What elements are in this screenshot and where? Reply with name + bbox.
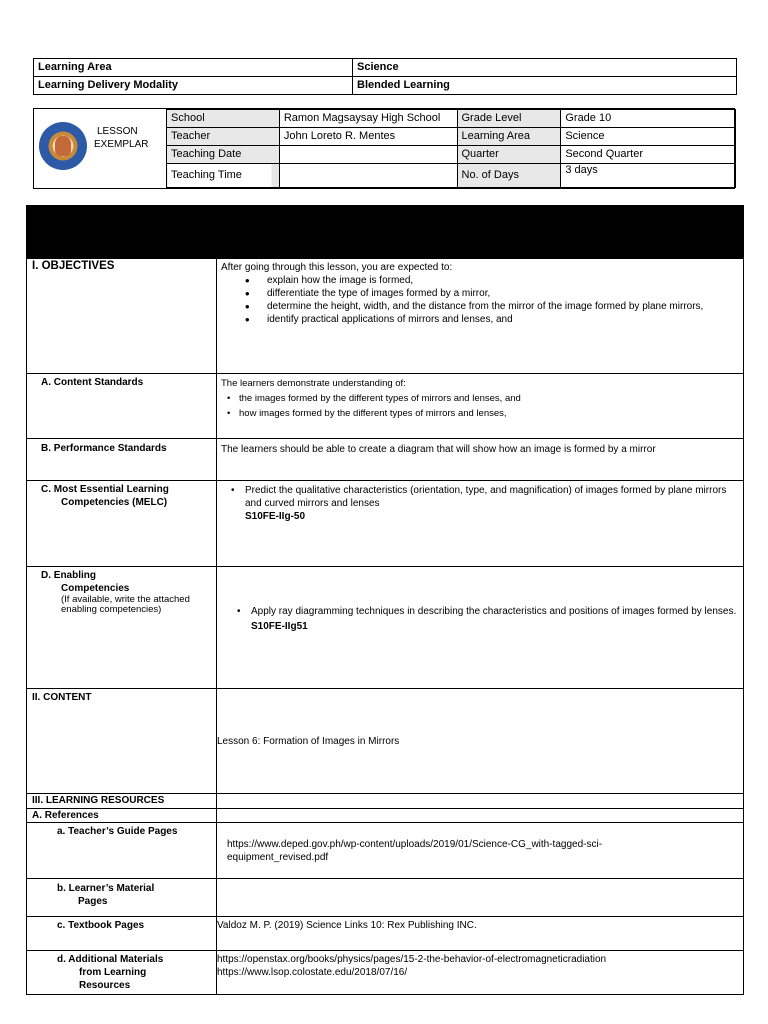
table-row: [27, 917, 744, 951]
list-item: • determine the height, width, and the distance from the mirror of the image formed by plane mirrors,: [221, 300, 739, 313]
list-item: • Predict the qualitative characteristics (orientation, type, and magnification) of images formed by plane mirrors and curved mirrors and lenses: [221, 484, 739, 510]
resources-label: III. LEARNING RESOURCES: [27, 794, 217, 809]
table-row: [167, 146, 736, 164]
table-row: [27, 689, 744, 794]
melc-code: S10FE-IIg-50: [245, 511, 306, 522]
performance-standards-label: B. Performance Standards: [27, 439, 217, 481]
learning-area-value: Science: [353, 59, 737, 77]
grade-value: Grade 10: [561, 110, 736, 128]
content-standards-intro: The learners demonstrate understanding of:: [221, 378, 406, 389]
additional-label-line-2: from Learning: [79, 967, 147, 978]
objectives-label: I. OBJECTIVES: [27, 259, 217, 374]
list-item: • the images formed by the different types of mirrors and lenses, and: [221, 391, 739, 406]
enabling-code: S10FE-IIg51: [251, 621, 308, 632]
days-label: No. of Days: [457, 164, 561, 188]
lesson-header: [33, 108, 735, 189]
delivery-modality-label: Learning Delivery Modality: [34, 77, 353, 95]
learners-material-label-line-2: Pages: [78, 896, 108, 907]
quarter-value: Second Quarter: [561, 146, 736, 164]
enabling-list: [221, 605, 739, 618]
content-standards-list: [221, 391, 739, 421]
table-row: [27, 259, 744, 374]
additional-materials-label: [27, 951, 217, 995]
list-item: • identify practical applications of mirrors and lenses, and: [221, 313, 739, 326]
table-row: [34, 59, 737, 77]
quarter-label: Quarter: [457, 146, 561, 164]
table-row: [27, 794, 744, 809]
enabling-label-line-2: Competencies: [61, 583, 130, 594]
learners-material-value: [217, 879, 744, 917]
teachers-guide-label: a. Teacher’s Guide Pages: [27, 823, 217, 879]
table-row: [27, 823, 744, 879]
table-row: [167, 164, 736, 188]
melc-label-line-1: C. Most Essential Learning: [41, 484, 169, 495]
header-cell-right: [217, 206, 744, 259]
list-item: • differentiate the type of images formed by a mirror,: [221, 287, 739, 300]
additional-materials-cell: [217, 951, 744, 995]
list-item: • Apply ray diagramming techniques in describing the characteristics and positions of images formed by lenses.: [227, 605, 739, 618]
melc-label-line-2: Competencies (MELC): [61, 497, 168, 508]
performance-standards-value: The learners should be able to create a diagram that will show how an image is formed by a mirror: [217, 439, 744, 481]
lesson-info-table: [166, 109, 736, 188]
time-value: [279, 164, 457, 188]
date-label: Teaching Date: [167, 146, 280, 164]
table-row: [27, 439, 744, 481]
learners-material-label-line-1: b. Learner’s Material: [57, 883, 155, 894]
table-row: [27, 481, 744, 567]
teacher-label: Teacher: [167, 128, 280, 146]
exemplar-line-1: LESSON: [97, 126, 138, 137]
table-header-row: [27, 206, 744, 259]
references-label: A. References: [27, 809, 217, 823]
learning-area-label: Learning Area: [34, 59, 353, 77]
enabling-note: (If available, write the attached enabling competencies): [61, 594, 190, 615]
textbook-value: Valdoz M. P. (2019) Science Links 10: Rex Publishing INC.: [217, 917, 744, 951]
additional-label-line-1: d. Additional Materials: [57, 954, 164, 965]
objectives-cell: [217, 259, 744, 374]
table-row: [167, 128, 736, 146]
table-row: [27, 809, 744, 823]
melc-list: [221, 484, 739, 510]
table-row: [167, 110, 736, 128]
exemplar-line-2: EXEMPLAR: [94, 139, 149, 150]
learning-area-value-2: Science: [561, 128, 736, 146]
teacher-value: John Loreto R. Mentes: [279, 128, 457, 146]
school-label: School: [167, 110, 280, 128]
melc-label: [27, 481, 217, 567]
additional-link-2[interactable]: https://www.lsop.colostate.edu/2018/07/16/: [217, 967, 408, 978]
table-row: [34, 77, 737, 95]
enabling-cell: [217, 567, 744, 689]
lesson-plan-table: [26, 205, 744, 995]
teachers-guide-value: https://www.deped.gov.ph/wp-content/uploads/2019/01/Science-CG_with-tagged-sci-equipment_revised.pdf: [217, 823, 744, 879]
header-cell-left: [27, 206, 217, 259]
list-item: • how images formed by the different types of mirrors and lenses,: [221, 406, 739, 421]
content-standards-label: A. Content Standards: [27, 374, 217, 439]
table-row: [27, 374, 744, 439]
table-row: [27, 879, 744, 917]
lesson-exemplar-title: [94, 125, 148, 151]
delivery-modality-value: Blended Learning: [353, 77, 737, 95]
learners-material-label: [27, 879, 217, 917]
enabling-label: [27, 567, 217, 689]
list-item: • explain how the image is formed,: [221, 274, 739, 287]
additional-link-1[interactable]: https://openstax.org/books/physics/pages/15-2-the-behavior-of-electromagneticradiation: [217, 954, 607, 965]
objectives-list: [221, 274, 739, 326]
additional-label-line-3: Resources: [79, 980, 131, 991]
learning-area-label-2: Learning Area: [457, 128, 561, 146]
table-row: [27, 567, 744, 689]
content-standards-cell: [217, 374, 744, 439]
time-label: Teaching Time: [167, 164, 280, 188]
date-value: [279, 146, 457, 164]
school-seal-icon: [39, 122, 87, 170]
grade-label: Grade Level: [457, 110, 561, 128]
textbook-label: c. Textbook Pages: [27, 917, 217, 951]
content-label: II. CONTENT: [27, 689, 217, 794]
learning-area-table: [33, 58, 737, 95]
content-value: Lesson 6: Formation of Images in Mirrors: [217, 689, 744, 794]
melc-cell: [217, 481, 744, 567]
resources-value: [217, 794, 744, 809]
objectives-intro: After going through this lesson, you are expected to:: [221, 262, 453, 273]
references-value: [217, 809, 744, 823]
days-value: 3 days: [561, 164, 736, 188]
table-row: [27, 951, 744, 995]
school-value: Ramon Magsaysay High School: [279, 110, 457, 128]
enabling-label-line-1: D. Enabling: [41, 570, 96, 581]
